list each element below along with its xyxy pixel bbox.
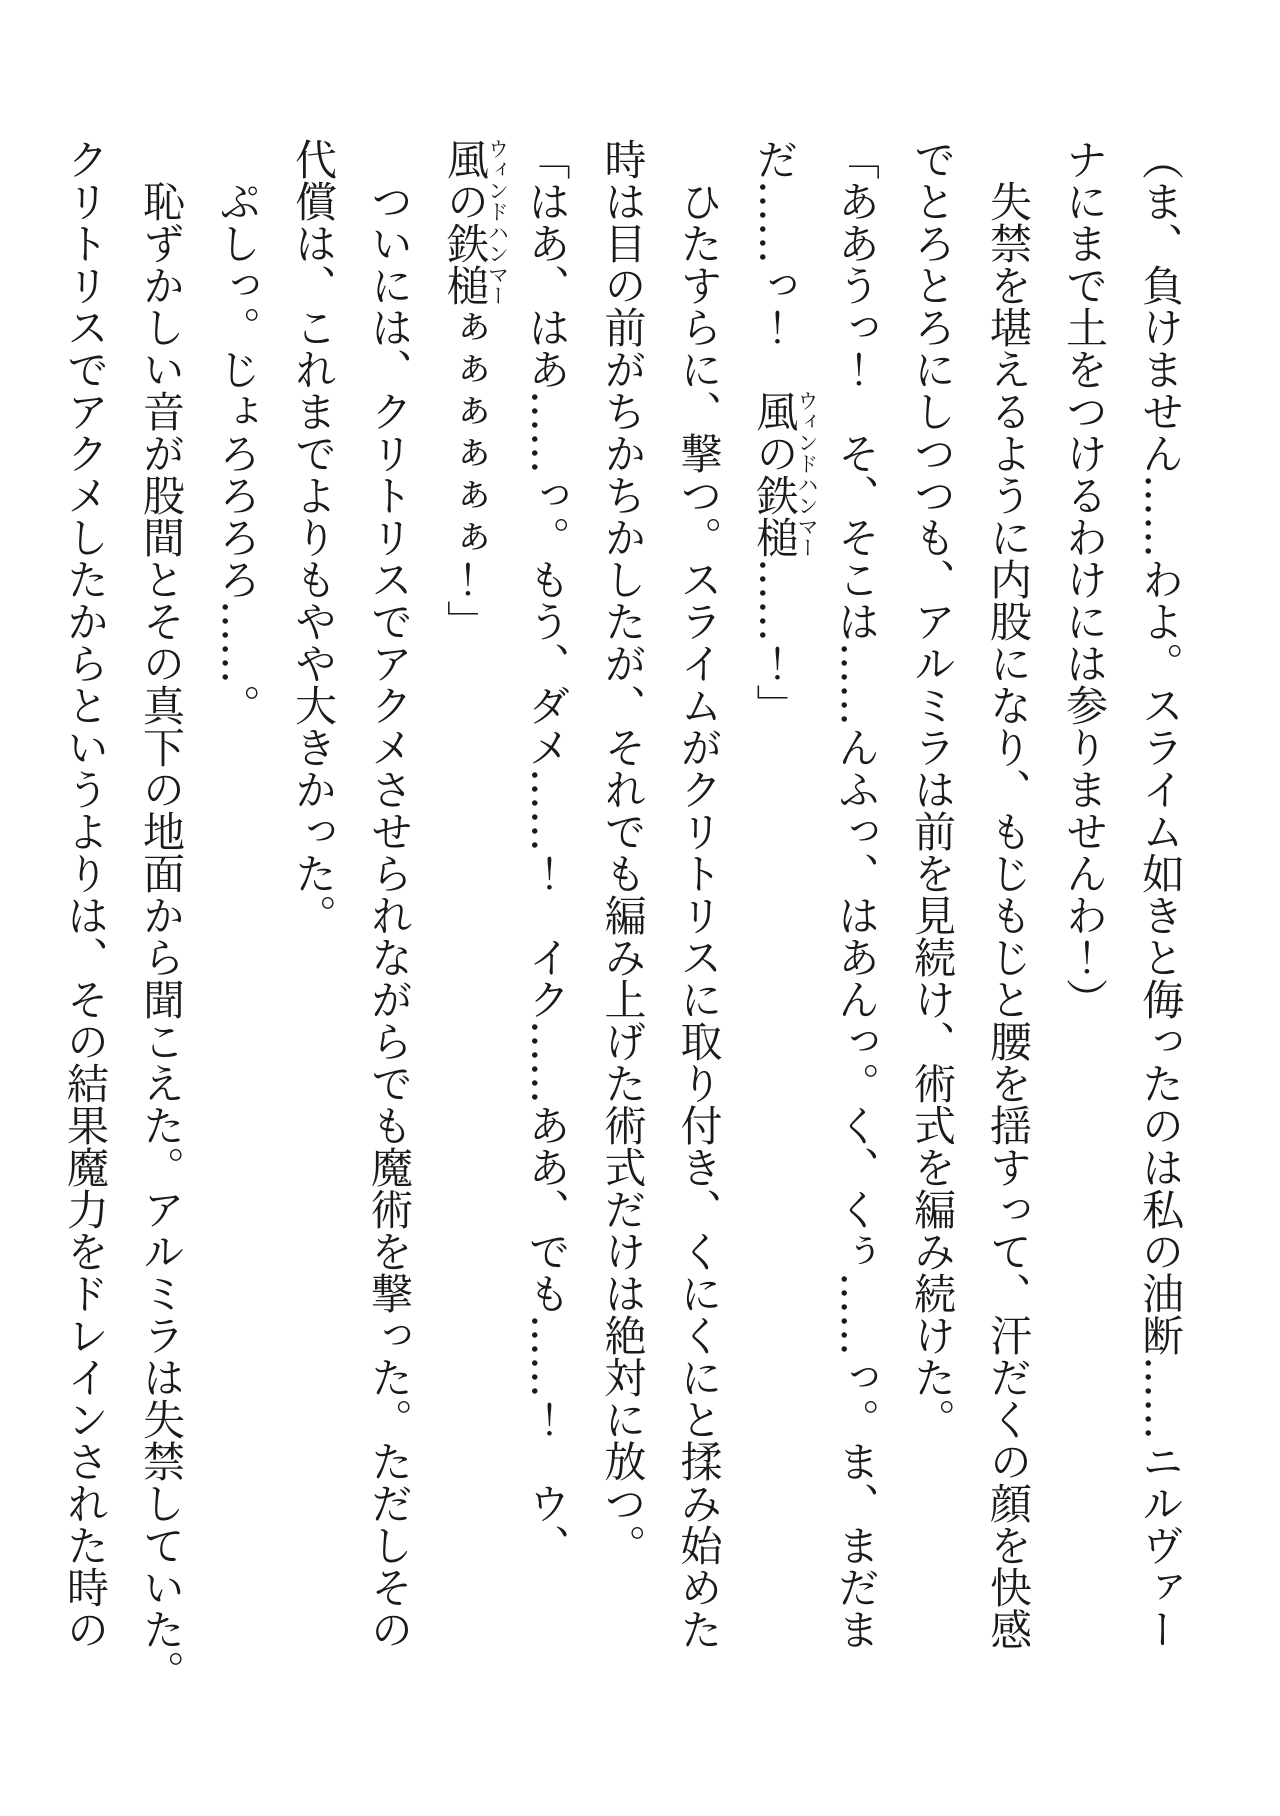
text-line-p6-l2: 代償は、これまでよりもやや大きかった。 bbox=[289, 138, 338, 936]
ruby-annotated-phrase: 風の鉄槌ウィンドハンマー bbox=[750, 390, 819, 558]
ruby-text: ウィンドハンマー bbox=[795, 390, 819, 558]
text-line-p3-l2: だ……っ！ 風の鉄槌ウィンドハンマー……！」 bbox=[750, 138, 819, 726]
vertical-text-block bbox=[47, 138, 1198, 1692]
text-line-p1-l2: ナにまで土をつけるわけには参りませんわ！） bbox=[1060, 138, 1109, 1020]
text-line-p3-l1: 「ああうっ！ そ、そこは……んふっ、はあんっ。く、くぅ……っ。ま、まだま bbox=[832, 138, 881, 1650]
ruby-text: ウィンドハンマー bbox=[485, 138, 510, 306]
text-line-p6-l1: ついには、クリトリスでアクメさせられながらでも魔術を撃った。ただしその bbox=[365, 138, 414, 1650]
text-line-p4-l1: ひたすらに、撃つ。スライムがクリトリスに取り付き、くにくにと揉み始めた bbox=[674, 138, 724, 1650]
text-line-p2-l2: でとろとろにしつつも、アルミラは前を見続け、術式を編み続けた。 bbox=[908, 138, 957, 1440]
text-line-p1-l1: （ま、負けません……わよ。スライム如きと侮ったのは私の油断……ニルヴァー bbox=[1136, 138, 1185, 1650]
text-line-p8-l2: クリトリスでアクメしたからというよりは、その結果魔力をドレインされた時の bbox=[61, 138, 110, 1650]
text-line-p2-l1: 失禁を堪えるように内股になり、もじもじと腰を揺すって、汗だくの顔を快感 bbox=[984, 138, 1033, 1650]
text-line-p8-l1: 恥ずかしい音が股間とその真下の地面から聞こえた。アルミラは失禁していた。 bbox=[137, 138, 186, 1692]
text-line-p5-l2: 風の鉄槌ウィンドハンマーぁぁぁぁぁぁ！」 bbox=[441, 138, 510, 642]
text-line-p7-l1: ぷしっ。じょろろろろ……。 bbox=[213, 138, 262, 726]
ruby-annotated-phrase: 風の鉄槌ウィンドハンマー bbox=[441, 138, 510, 306]
text-line-p4-l2: 時は目の前がちかちかしたが、それでも編み上げた術式だけは絶対に放つ。 bbox=[598, 138, 648, 1566]
text-line-p5-l1: 「はあ、はあ……っ。もう、ダメ……！ イク……ああ、でも……！ ウ、 bbox=[522, 138, 572, 1566]
